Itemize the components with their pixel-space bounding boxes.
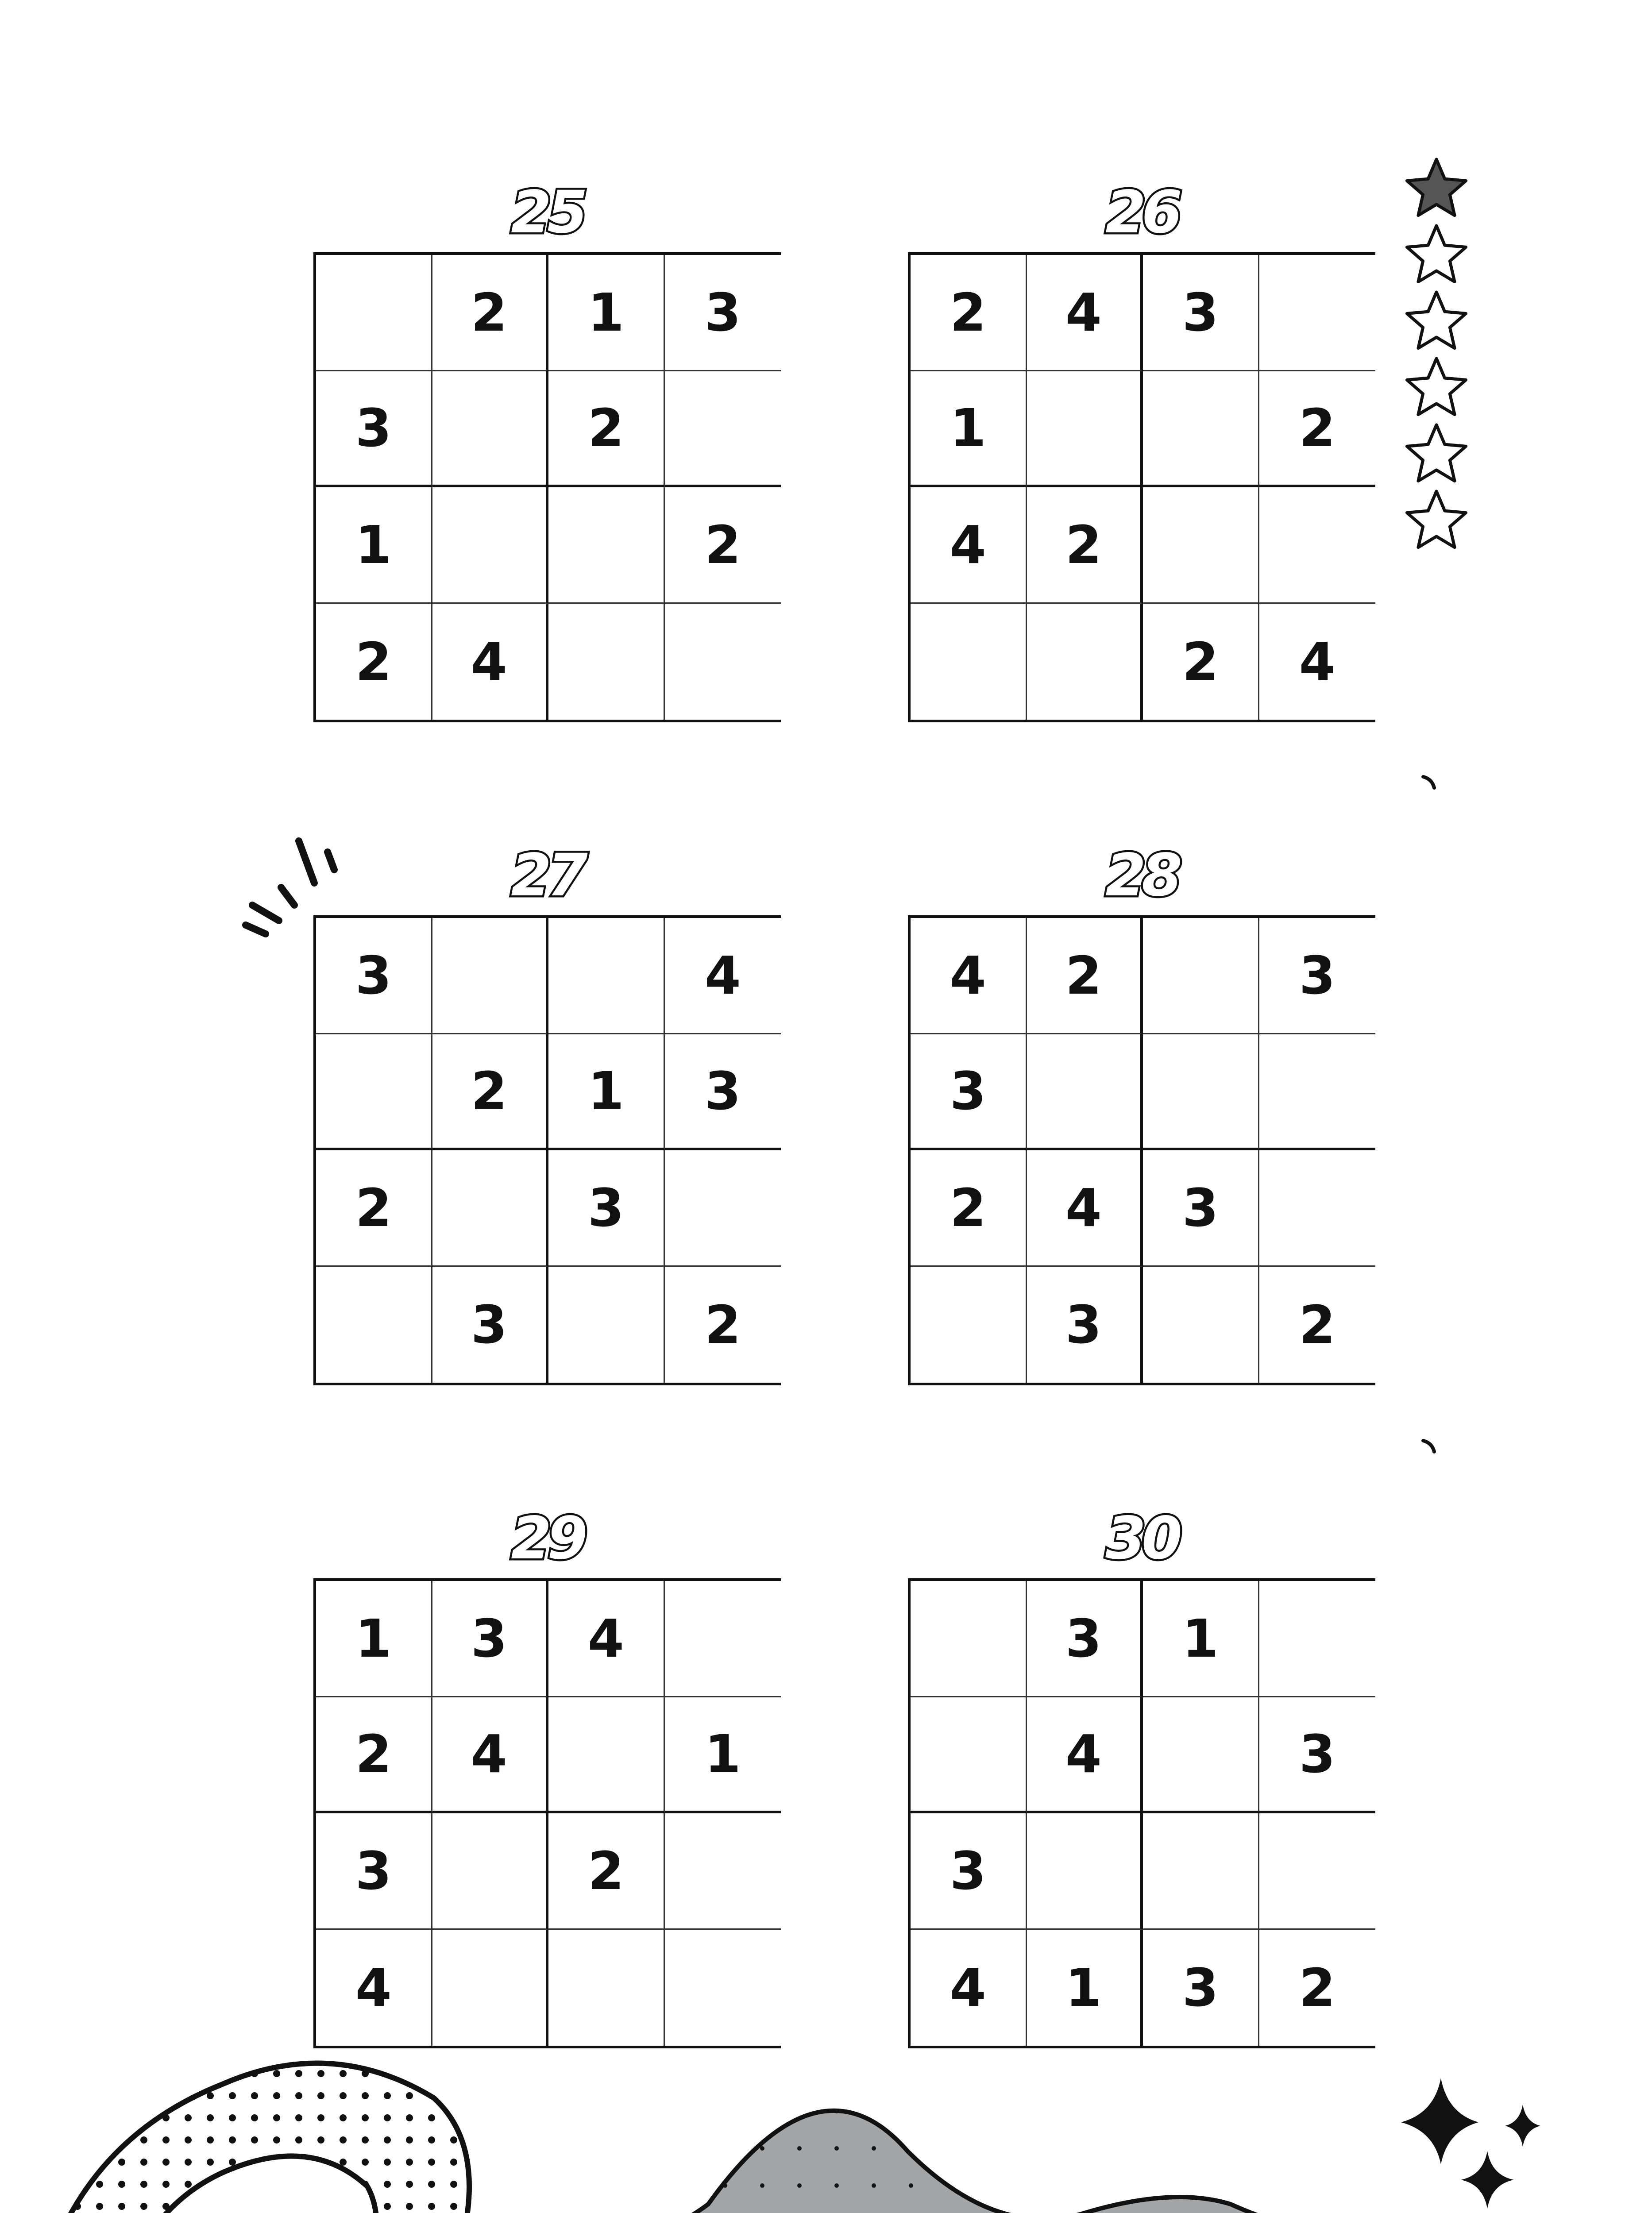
- grid-cell[interactable]: [911, 1581, 1027, 1697]
- grid-cell[interactable]: 3: [911, 1813, 1027, 1930]
- grid-cell[interactable]: 4: [1027, 1697, 1143, 1814]
- grid-cell[interactable]: [1259, 1581, 1376, 1697]
- puzzle-number: 30: [1105, 1504, 1178, 1573]
- grid-cell[interactable]: 3: [1143, 1150, 1259, 1267]
- grid-cell[interactable]: 3: [1143, 1930, 1259, 2046]
- grid-cell[interactable]: 2: [316, 1697, 432, 1814]
- grid-cell[interactable]: 4: [432, 604, 549, 720]
- star-filled-icon: [1407, 159, 1466, 216]
- grid-cell[interactable]: [432, 371, 549, 488]
- grid-cell[interactable]: 4: [1027, 255, 1143, 371]
- grid-cell[interactable]: 2: [911, 1150, 1027, 1267]
- sudoku-grid: [313, 252, 781, 722]
- grid-cell[interactable]: [432, 487, 549, 604]
- grid-cell[interactable]: 2: [704, 1294, 741, 1355]
- tick-mark: [1421, 1438, 1439, 1456]
- grid-cell[interactable]: 2: [432, 1034, 549, 1151]
- grid-cell[interactable]: 2: [432, 255, 549, 371]
- grid-cell[interactable]: 4: [911, 487, 1027, 604]
- grid-cell[interactable]: 2: [1259, 371, 1376, 488]
- grid-cell[interactable]: 4: [911, 1930, 1027, 2046]
- grid-cell[interactable]: [1143, 1813, 1259, 1930]
- sudoku-grid: [908, 252, 1375, 722]
- sparkle-icon: [1461, 2151, 1514, 2209]
- grid-cell[interactable]: 1: [1027, 1930, 1143, 2046]
- grid-cell[interactable]: [1259, 1034, 1376, 1151]
- grid-cell[interactable]: 3: [665, 255, 781, 371]
- grid-cell[interactable]: [1259, 1813, 1376, 1930]
- grid-cell[interactable]: [1259, 1150, 1376, 1267]
- grid-cell[interactable]: 3: [1027, 1581, 1143, 1697]
- grid-cell[interactable]: 4: [316, 1930, 432, 2046]
- grid-cell[interactable]: 1: [548, 255, 665, 371]
- sparkle-lines-icon: [235, 832, 345, 938]
- grid-cell[interactable]: [548, 487, 665, 604]
- grid-cell[interactable]: 2: [911, 255, 1027, 371]
- grid-cell[interactable]: 3: [432, 1581, 549, 1697]
- grid-cell[interactable]: 3: [1143, 255, 1259, 371]
- grid-cell[interactable]: 2: [1143, 604, 1259, 720]
- grid-cell[interactable]: [316, 1267, 432, 1383]
- grid-cell[interactable]: [1143, 1697, 1259, 1814]
- grid-cell[interactable]: 4: [548, 1581, 665, 1697]
- grid-cell[interactable]: [911, 1697, 1027, 1814]
- grid-cell[interactable]: 4: [911, 918, 1027, 1034]
- grid-cell[interactable]: 2: [316, 1150, 432, 1267]
- star-outline-icon: [1407, 491, 1466, 547]
- grid-cell[interactable]: 2: [1299, 1294, 1335, 1355]
- grid-cell[interactable]: [1027, 604, 1143, 720]
- grid-cell[interactable]: [432, 1150, 549, 1267]
- star-outline-icon: [1407, 359, 1466, 415]
- puzzle-number: 27: [511, 841, 583, 910]
- grid-cell[interactable]: [1027, 1034, 1143, 1151]
- sparkle-icon: [1505, 2105, 1540, 2147]
- grid-cell[interactable]: 3: [911, 1034, 1027, 1151]
- grid-cell[interactable]: [1027, 371, 1143, 488]
- grid-cell[interactable]: [548, 604, 665, 720]
- grid-cell[interactable]: [1027, 1813, 1143, 1930]
- grid-cell[interactable]: [1143, 918, 1259, 1034]
- star-outline-icon: [1407, 226, 1466, 282]
- puzzle-number: 25: [511, 178, 583, 247]
- grid-cell[interactable]: 4: [1299, 631, 1335, 692]
- grid-cell[interactable]: 3: [316, 371, 432, 488]
- grid-cell[interactable]: 1: [665, 1697, 781, 1814]
- grid-cell[interactable]: 1: [548, 1034, 665, 1151]
- grid-cell[interactable]: [1143, 1034, 1259, 1151]
- tick-mark: [1421, 775, 1439, 792]
- grid-cell[interactable]: 2: [1027, 918, 1143, 1034]
- grid-cell[interactable]: [316, 255, 432, 371]
- difficulty-rating: [1399, 155, 1474, 553]
- grid-cell[interactable]: 4: [665, 918, 781, 1034]
- grid-cell[interactable]: 2: [548, 1813, 665, 1930]
- grid-cell[interactable]: [1143, 371, 1259, 488]
- grid-cell[interactable]: 3: [548, 1150, 665, 1267]
- grid-cell[interactable]: [665, 1813, 781, 1930]
- grid-cell[interactable]: 3: [432, 1267, 549, 1383]
- grid-cell[interactable]: 2: [1027, 487, 1143, 604]
- grid-cell[interactable]: [316, 1034, 432, 1151]
- grid-cell[interactable]: 4: [432, 1697, 549, 1814]
- grid-cell[interactable]: 2: [316, 604, 432, 720]
- grid-cell[interactable]: [548, 1267, 665, 1383]
- grid-cell[interactable]: [911, 604, 1027, 720]
- grid-cell[interactable]: [548, 918, 665, 1034]
- grid-cell[interactable]: [1259, 487, 1376, 604]
- grid-cell[interactable]: 2: [548, 371, 665, 488]
- grid-cell[interactable]: 3: [1259, 918, 1376, 1034]
- grid-cell[interactable]: [432, 1813, 549, 1930]
- grid-cell[interactable]: 3: [665, 1034, 781, 1151]
- sudoku-grid: [313, 915, 781, 1385]
- sudoku-grid: [908, 915, 1375, 1385]
- puzzle-number: 29: [511, 1504, 583, 1573]
- grid-cell[interactable]: [665, 1150, 781, 1267]
- grid-cell[interactable]: [432, 918, 549, 1034]
- grid-cell[interactable]: [665, 1581, 781, 1697]
- sparkle-icon: [1401, 2078, 1478, 2164]
- grid-cell[interactable]: 2: [665, 487, 781, 604]
- grid-cell[interactable]: 4: [1027, 1150, 1143, 1267]
- grid-cell[interactable]: [548, 1697, 665, 1814]
- star-outline-icon: [1407, 425, 1466, 481]
- puzzle-number: 26: [1105, 178, 1178, 247]
- grid-cell[interactable]: 3: [316, 1813, 432, 1930]
- grid-cell[interactable]: 2: [1299, 1957, 1335, 2018]
- star-outline-icon: [1407, 292, 1466, 348]
- sudoku-grid: [908, 1578, 1375, 2048]
- grid-cell[interactable]: [911, 1267, 1027, 1383]
- grid-cell[interactable]: 3: [1027, 1267, 1143, 1383]
- grid-cell[interactable]: [665, 371, 781, 488]
- grid-cell[interactable]: [1143, 487, 1259, 604]
- grid-cell[interactable]: 1: [911, 371, 1027, 488]
- bottom-decoration: [0, 2018, 1652, 2213]
- grid-cell[interactable]: 3: [1259, 1697, 1376, 1814]
- grid-cell[interactable]: [1259, 255, 1376, 371]
- grid-cell[interactable]: 1: [316, 1581, 432, 1697]
- puzzle-number: 28: [1105, 841, 1178, 910]
- grid-cell[interactable]: [665, 604, 781, 720]
- grid-cell[interactable]: 3: [316, 918, 432, 1034]
- sudoku-grid: [313, 1578, 781, 2048]
- grid-cell[interactable]: [1143, 1267, 1259, 1383]
- grid-cell[interactable]: 1: [1143, 1581, 1259, 1697]
- grid-cell[interactable]: 1: [316, 487, 432, 604]
